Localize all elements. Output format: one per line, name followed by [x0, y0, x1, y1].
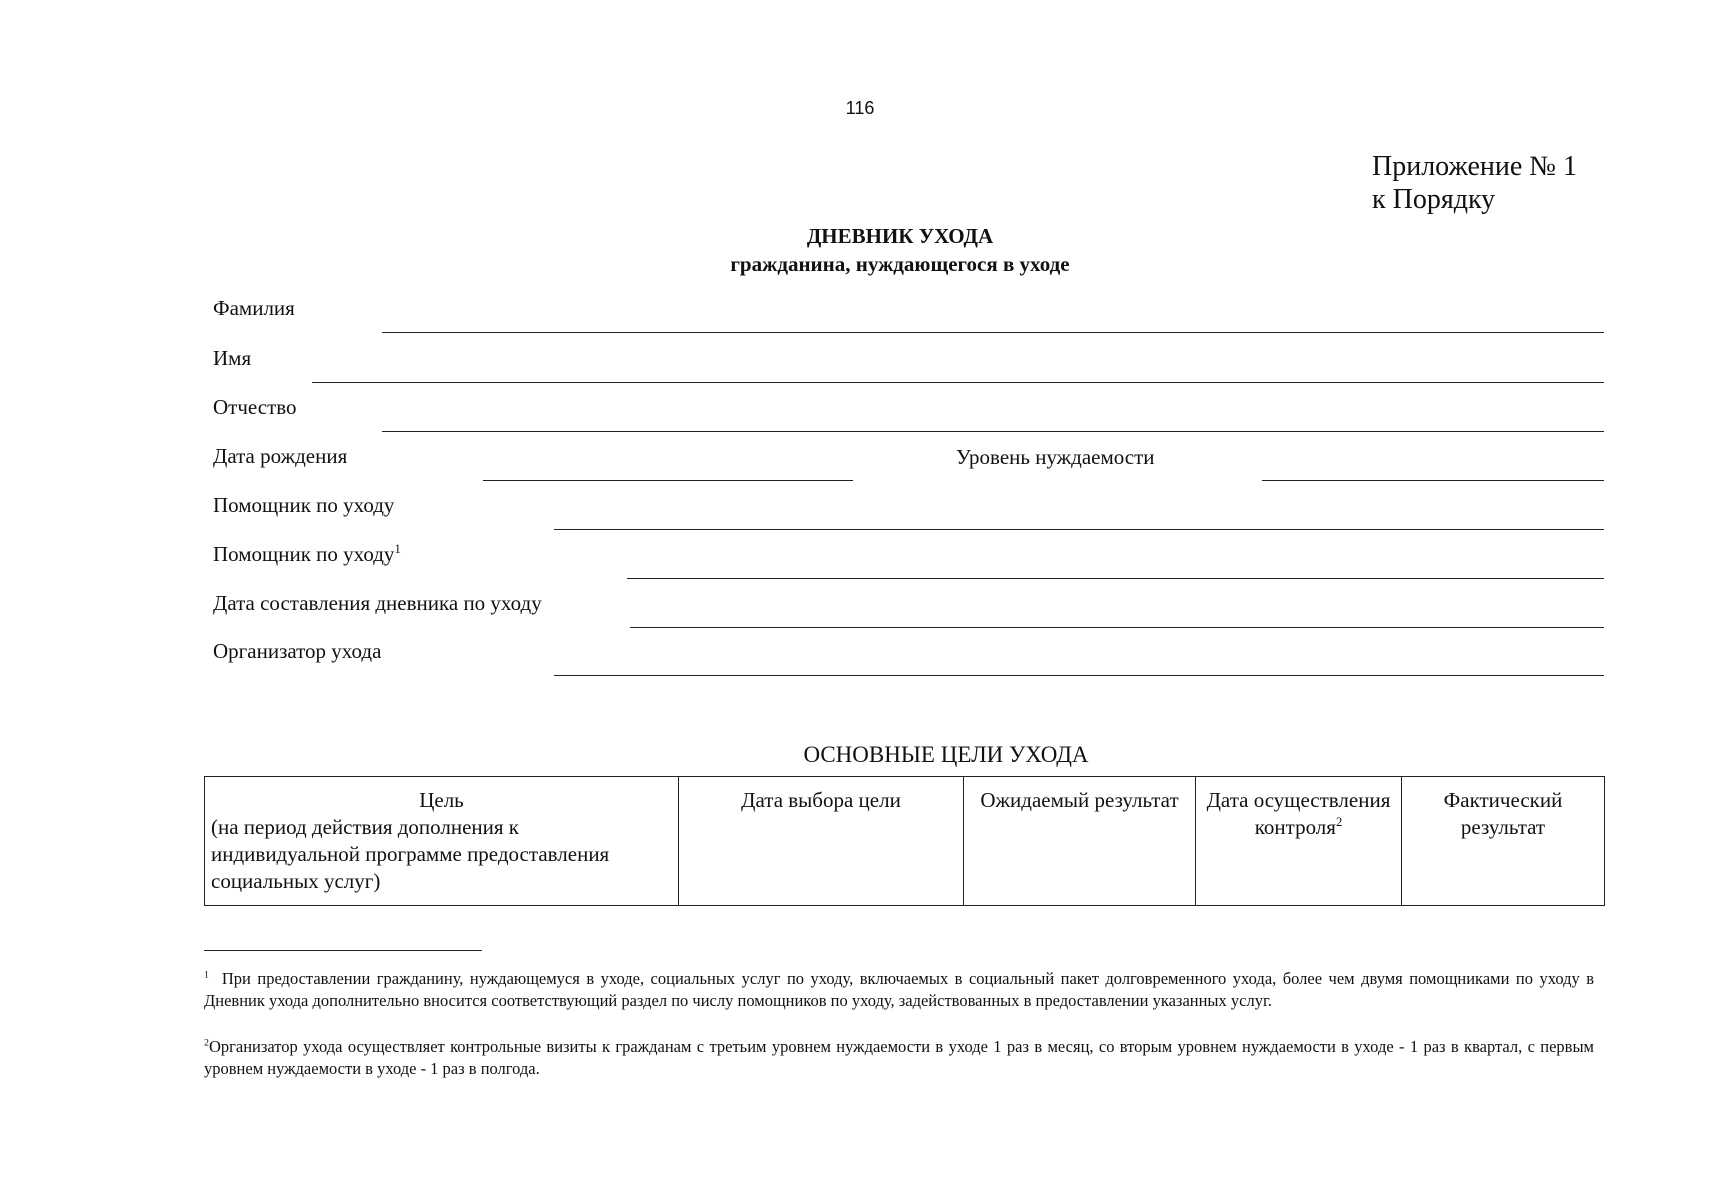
footnote-ref-2: 2 [1335, 815, 1343, 829]
expected-result-column-header: Ожидаемый результат [964, 777, 1196, 906]
goal-column-title: Цель [419, 788, 464, 812]
care-assistant-field[interactable] [554, 529, 1604, 530]
goal-column-note: (на период действия дополнения к индивидуальной программе предоставления социальных услуг) [211, 815, 610, 893]
need-level-label: Уровень нуждаемости [956, 445, 1155, 469]
document-title-main: ДНЕВНИК УХОДА [806, 224, 994, 248]
surname-label: Фамилия [213, 296, 295, 320]
birth-date-label: Дата рождения [213, 444, 348, 468]
footnote-ref-1: 1 [394, 542, 401, 556]
birth-date-field[interactable] [483, 480, 853, 481]
goal-column-header [205, 777, 679, 906]
goals-section-title: ОСНОВНЫЕ ЦЕЛИ УХОДА [803, 742, 1089, 767]
care-assistant-2-field[interactable] [627, 578, 1604, 579]
control-date-column-header [1196, 777, 1402, 906]
name-field[interactable] [312, 382, 1604, 383]
actual-result-column-header: Фактический результат [1402, 777, 1605, 906]
name-label: Имя [213, 346, 252, 370]
diary-date-label: Дата составления дневника по уходу [213, 591, 542, 615]
footnote-1-marker: 1 [204, 969, 209, 981]
document-title-sub: гражданина, нуждающегося в уходе [730, 252, 1070, 276]
patronymic-field[interactable] [382, 431, 1604, 432]
care-assistant-label: Помощник по уходу [213, 493, 395, 517]
footnote-divider [204, 950, 482, 951]
appendix-reference [1372, 150, 1577, 216]
footnote-2-text: Организатор ухода осуществляет контрольные визиты к гражданам с третьим уровнем нуждаемости в уходе 1 раз в месяц, со вторым уровнем нуждаемости в уходе - 1 раз в квартал, с первым уровнем нуждаемости в уходе - 1 раз в полгода. [204, 1037, 1594, 1078]
footnote-1 [204, 968, 1594, 1012]
surname-field[interactable] [382, 332, 1604, 333]
page-number: 116 [845, 98, 875, 118]
goals-table-header-row [205, 777, 1605, 906]
goal-date-column-header: Дата выбора цели [679, 777, 964, 906]
care-organizer-field[interactable] [554, 675, 1604, 676]
control-date-column-text: Дата осуществления контроля [1206, 788, 1391, 839]
appendix-line-2: к Порядку [1372, 184, 1496, 215]
goals-table [204, 776, 1605, 906]
appendix-line-1: Приложение № 1 [1372, 151, 1577, 182]
document-title [0, 222, 1720, 278]
footnote-2 [204, 1036, 1594, 1080]
need-level-field[interactable] [1262, 480, 1604, 481]
footnote-1-text: При предоставлении гражданину, нуждающемуся в уходе, социальных услуг по уходу, включаемых в социальный пакет долговременного ухода, более чем двумя помощниками по уходу в Дневник ухода дополнительно вносится соответствующий раздел по числу помощников по уходу, задействованных в предоставлении указанных услуг. [204, 969, 1595, 1010]
diary-date-field[interactable] [630, 627, 1604, 628]
care-organizer-label: Организатор ухода [213, 639, 382, 663]
patronymic-label: Отчество [213, 395, 297, 419]
care-assistant-2-label [213, 542, 401, 567]
footnote-2-marker: 2 [204, 1037, 209, 1049]
care-assistant-2-text: Помощник по уходу [213, 542, 395, 566]
